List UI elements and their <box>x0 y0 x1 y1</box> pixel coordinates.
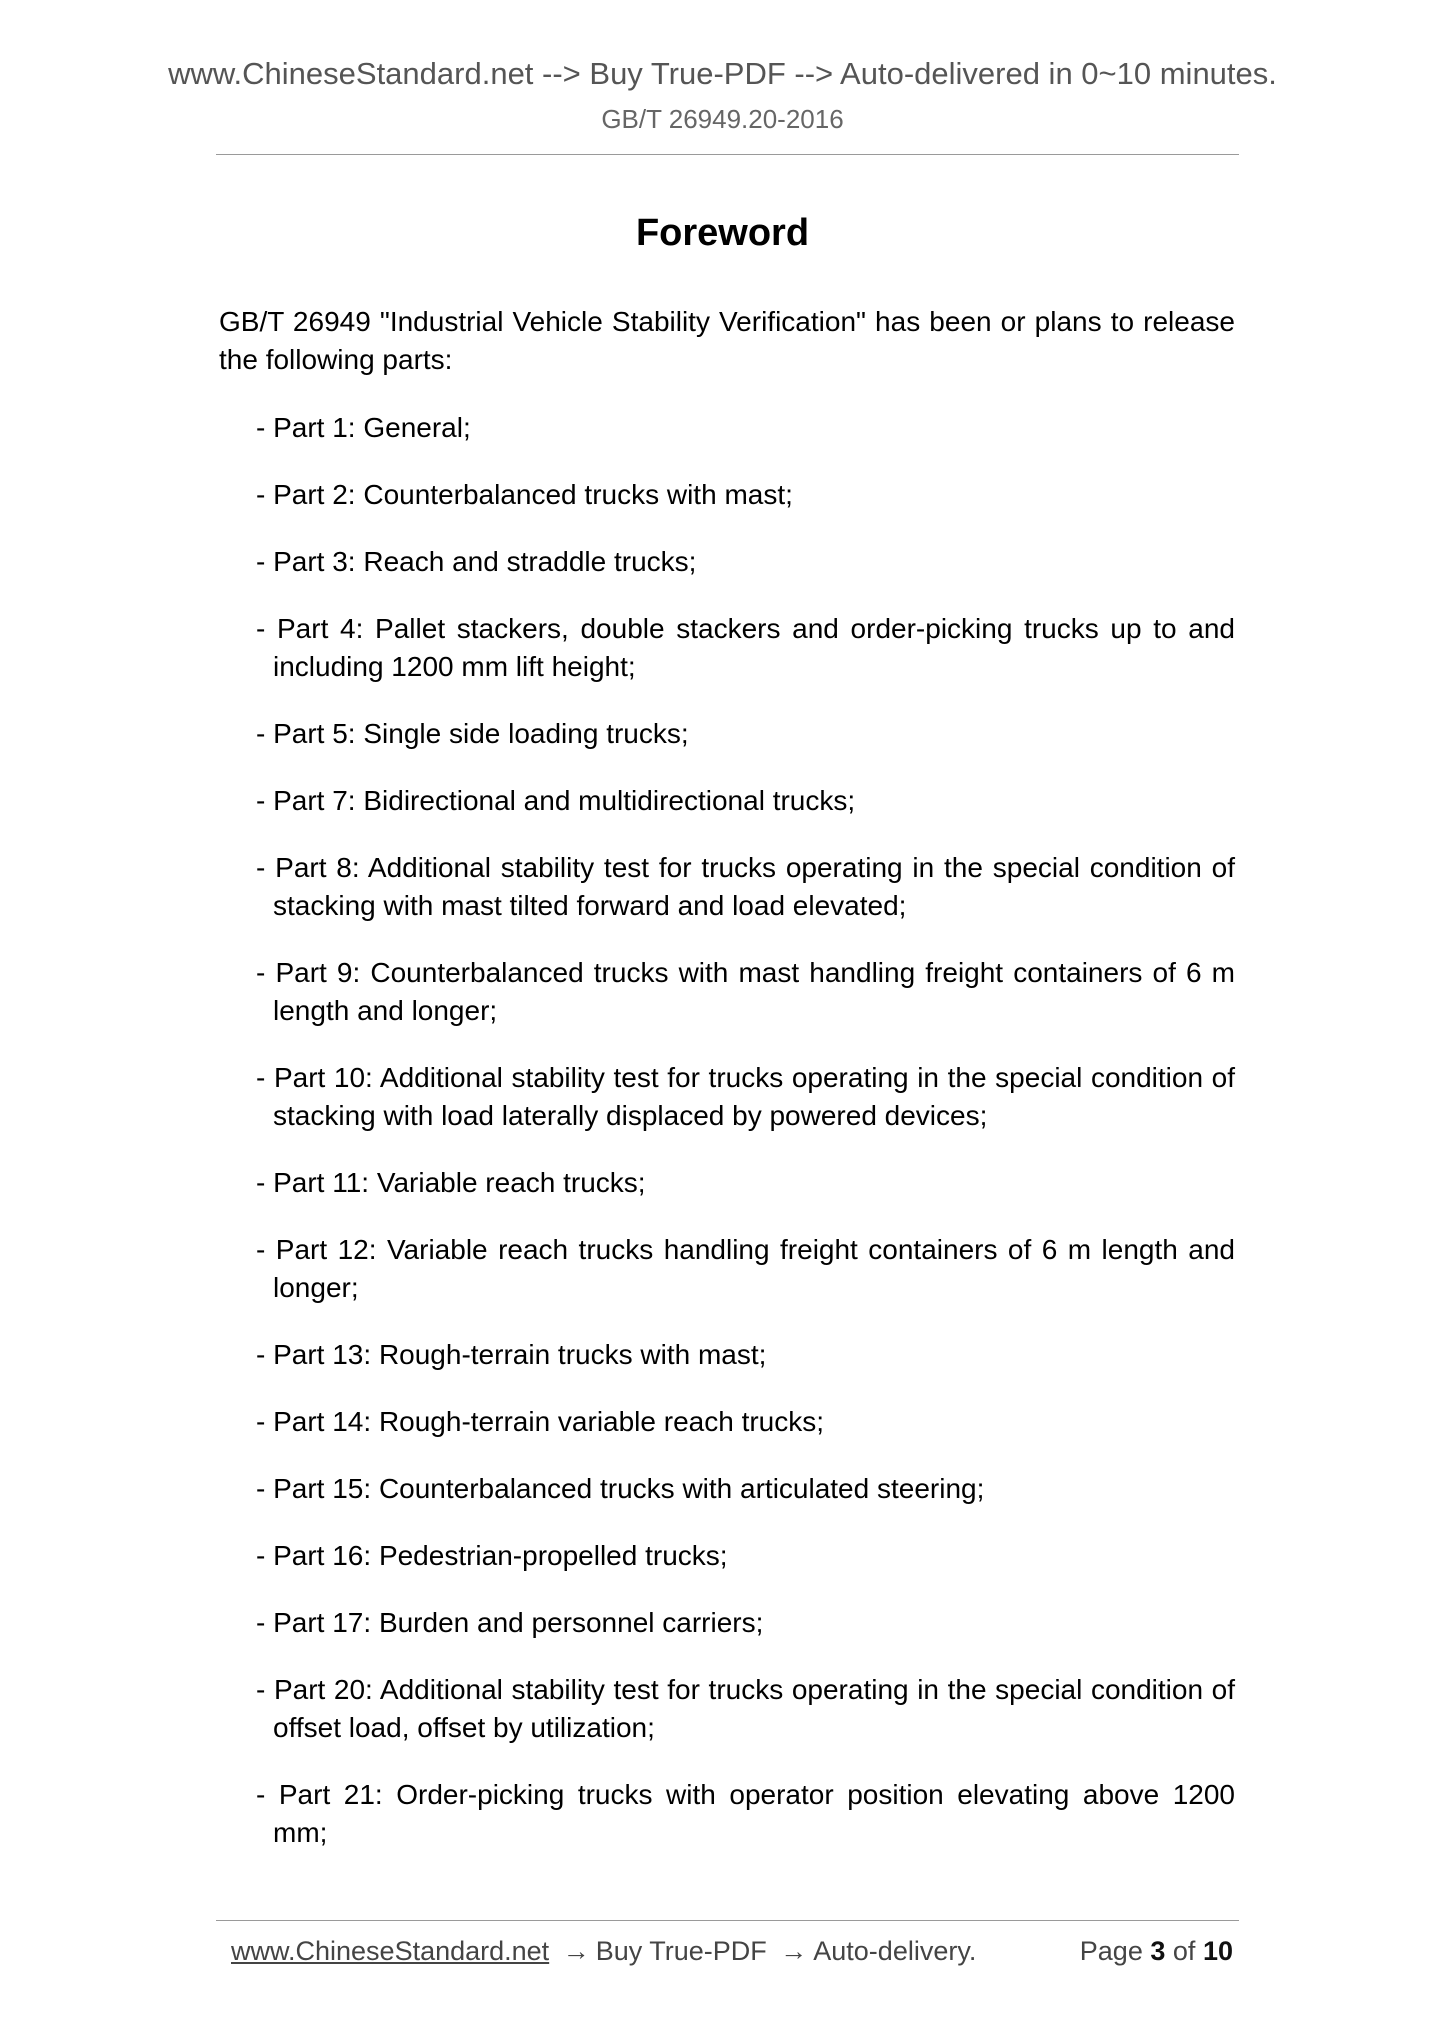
page-current: 3 <box>1150 1936 1166 1966</box>
header-divider <box>216 154 1239 155</box>
page-number <box>1080 1936 1233 1967</box>
header-standard-number: GB/T 26949.20-2016 <box>601 104 844 134</box>
list-item: - Part 17: Burden and personnel carriers; <box>256 1607 764 1638</box>
list-item: - Part 15: Counterbalanced trucks with articulated steering; <box>256 1473 985 1504</box>
list-item: - Part 4: Pallet stackers, double stackers and order-picking trucks up to and including 1200 mm lift height; <box>256 613 1235 682</box>
footer-links <box>231 1936 976 1967</box>
list-item: - Part 21: Order-picking trucks with operator position elevating above 1200 mm; <box>256 1779 1235 1848</box>
list-item: - Part 10: Additional stability test for trucks operating in the special condition of stacking with load laterally displaced by powered devices; <box>256 1062 1235 1131</box>
site-link[interactable]: www.ChineseStandard.net <box>231 1936 550 1966</box>
footer-delivery-text: Auto-delivery. <box>813 1936 977 1966</box>
footer-buy-text: Buy True-PDF <box>595 1936 767 1966</box>
list-item: - Part 16: Pedestrian-propelled trucks; <box>256 1540 728 1571</box>
list-item: - Part 1: General; <box>256 412 471 443</box>
list-item: - Part 8: Additional stability test for trucks operating in the special condition of stacking with mast tilted forward and load elevated; <box>256 852 1235 921</box>
list-item: - Part 9: Counterbalanced trucks with mast handling freight containers of 6 m length and longer; <box>256 957 1235 1026</box>
page-title: Foreword <box>635 212 810 254</box>
arrow-right-icon: → <box>780 1936 808 1966</box>
page-label: Page <box>1079 1936 1143 1966</box>
parts-list <box>256 409 1235 1881</box>
list-item: - Part 13: Rough-terrain trucks with mast; <box>256 1339 767 1370</box>
footer-divider <box>216 1920 1239 1921</box>
page-total: 10 <box>1202 1936 1233 1966</box>
page-of-label: of <box>1172 1936 1196 1966</box>
list-item: - Part 11: Variable reach trucks; <box>256 1167 646 1198</box>
list-item: - Part 2: Counterbalanced trucks with mast; <box>256 479 793 510</box>
list-item: - Part 14: Rough-terrain variable reach trucks; <box>256 1406 825 1437</box>
list-item: - Part 20: Additional stability test for trucks operating in the special condition of offset load, offset by utilization; <box>256 1674 1235 1743</box>
arrow-right-icon: → <box>562 1936 590 1966</box>
list-item: - Part 3: Reach and straddle trucks; <box>256 546 697 577</box>
header-site-line: www.ChineseStandard.net --> Buy True-PDF --> Auto-delivered in 0~10 minutes. <box>168 56 1277 91</box>
list-item: - Part 12: Variable reach trucks handling freight containers of 6 m length and longer; <box>256 1234 1235 1303</box>
intro-paragraph: GB/T 26949 "Industrial Vehicle Stability Verification" has been or plans to release the following parts: <box>219 306 1235 375</box>
list-item: - Part 7: Bidirectional and multidirectional trucks; <box>256 785 856 816</box>
list-item: - Part 5: Single side loading trucks; <box>256 718 689 749</box>
